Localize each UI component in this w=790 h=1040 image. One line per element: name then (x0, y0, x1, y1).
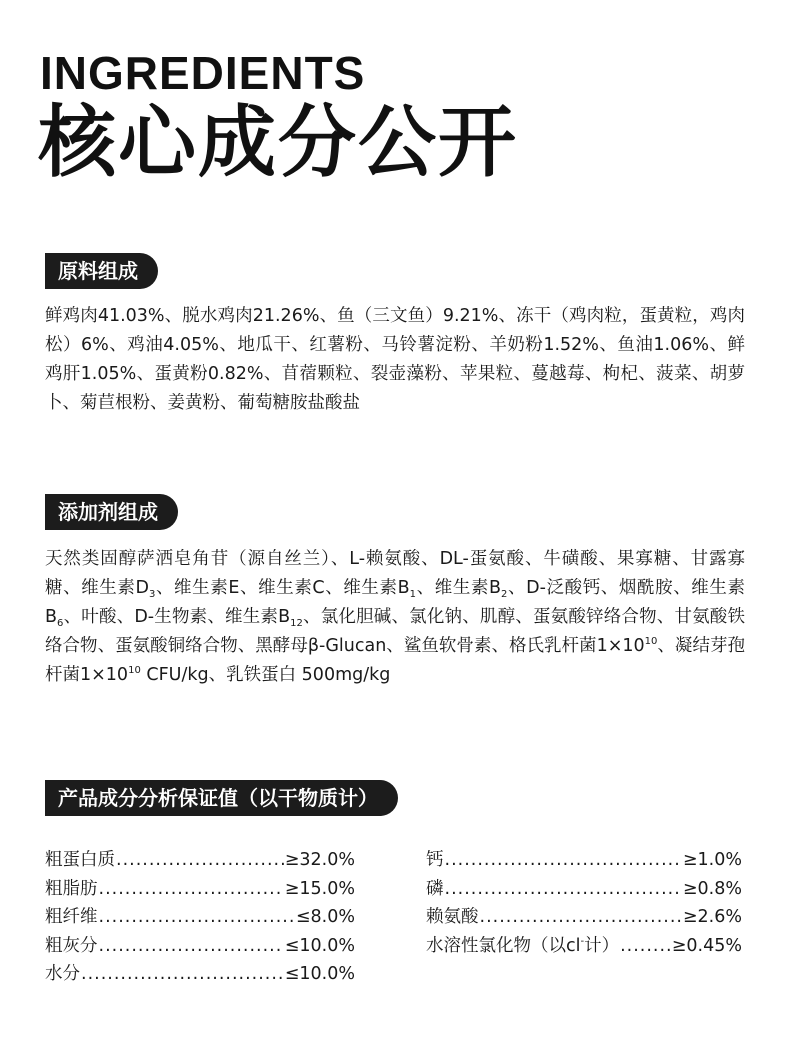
dot-leader (99, 932, 284, 961)
analysis-row (45, 960, 355, 989)
analysis-row (426, 846, 742, 875)
subscript: 1 (409, 589, 417, 600)
additives-text-segment: 、氯化胆碱、氯化钠、肌醇、蛋氨酸锌络合物、甘氨酸铁络合物、蛋氨酸铜络合物、黑酵母β-Glucan、鲨鱼软骨素、格氏乳杆菌1×10 (45, 607, 745, 656)
dot-leader (445, 846, 682, 875)
page-title: 核心成分公开 (38, 98, 519, 188)
analysis-label (426, 932, 619, 961)
analysis-value: ≥15.0% (284, 878, 355, 899)
analysis-row (45, 903, 355, 932)
analysis-label: 粗脂肪 (45, 878, 98, 899)
analysis-value: ≥1.0% (682, 850, 742, 870)
analysis-value: ≥2.6% (682, 907, 742, 927)
additives-text-segment: CFU/kg、乳铁蛋白 500mg/kg (140, 665, 391, 685)
analysis-label: 水分 (45, 964, 80, 984)
analysis-label: 粗纤维 (45, 907, 98, 927)
analysis-value: ≤10.0% (284, 935, 355, 956)
label-text: 计） (584, 935, 620, 956)
label-text: 水溶性氯化物（以cl (426, 935, 581, 956)
additives-text-segment: 、维生素B (416, 578, 502, 598)
analysis-label: 粗蛋白质 (45, 850, 115, 870)
additives-text-segment: 天然类固醇萨洒皂角苷（源自丝兰）、L-赖氨酸、DL-蛋氨酸、牛磺酸、果寡糖、甘露寡糖、维生素D (45, 549, 745, 598)
superscript: 10 (128, 665, 141, 676)
additives-text-segment: 、D-泛酸钙、烟酰胺、维生素B (45, 578, 745, 627)
analysis-right-column (426, 846, 742, 960)
dot-leader (620, 932, 671, 961)
analysis-label: 赖氨酸 (426, 907, 479, 927)
dot-leader (81, 960, 284, 989)
analysis-label: 钙 (426, 850, 444, 870)
dot-leader (445, 875, 682, 904)
subscript: 3 (148, 589, 156, 600)
guaranteed-analysis-heading: 产品成分分析保证值（以干物质计） (45, 780, 398, 816)
subscript: 2 (501, 589, 508, 600)
dot-leader (116, 846, 284, 875)
additives-text-segment: 、凝结芽孢杆菌1×10 (45, 636, 746, 685)
dot-leader (99, 903, 295, 932)
analysis-row (45, 932, 355, 961)
analysis-value: ≥0.8% (682, 878, 742, 899)
raw-materials-heading: 原料组成 (45, 253, 158, 289)
analysis-label: 粗灰分 (45, 935, 98, 956)
superscript: - (580, 935, 585, 947)
analysis-row (426, 903, 742, 932)
additives-text-segment: 、维生素E、维生素C、维生素B (155, 578, 410, 598)
analysis-value: ≥32.0% (284, 850, 355, 870)
analysis-value: ≤8.0% (295, 907, 355, 927)
analysis-value: ≤10.0% (284, 964, 355, 984)
eyebrow-heading: INGREDIENTS (40, 47, 366, 99)
subscript: 6 (57, 618, 64, 629)
dot-leader (99, 875, 284, 904)
superscript: 10 (644, 636, 658, 647)
dot-leader (480, 903, 682, 932)
additives-text-segment: 、叶酸、D-生物素、维生素B (63, 607, 291, 627)
subscript: 12 (290, 618, 303, 629)
raw-materials-text: 鲜鸡肉41.03%、脱水鸡肉21.26%、鱼（三文鱼）9.21%、冻干（鸡肉粒，蛋黄粒，鸡肉松）6%、鸡油4.05%、地瓜干、红薯粉、马铃薯淀粉、羊奶粉1.52%、鱼油1.06%、鲜鸡肝1.05%、蛋黄粉0.82%、苜蓿颗粒、裂壶藻粉、苹果粒、蔓越莓、枸杞、菠菜、胡萝卜、菊苣根粉、姜黄粉、葡萄糖胺盐酸盐 (45, 306, 745, 413)
analysis-row (45, 846, 355, 875)
analysis-label: 磷 (426, 878, 444, 899)
analysis-row (426, 875, 742, 904)
analysis-value: ≥0.45% (671, 935, 742, 956)
additives-text (45, 545, 745, 690)
additives-heading: 添加剂组成 (45, 494, 178, 530)
analysis-row (45, 875, 355, 904)
analysis-left-column (45, 846, 355, 989)
analysis-row (426, 932, 742, 961)
